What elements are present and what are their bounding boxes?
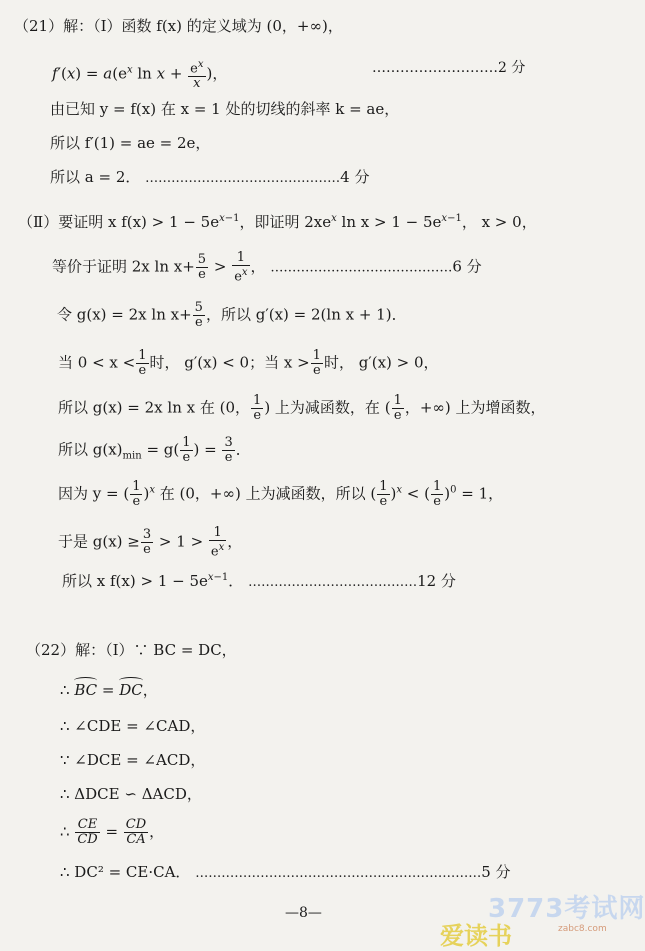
q21-when-text: 当 0 < x < <box>58 353 136 372</box>
q21-conclude-text: 所以 x f(x) > 1 − 5e <box>62 572 208 590</box>
q21-heading <box>14 16 343 36</box>
q21-let-g2-text: ，所以 g′(x) = 2(ln x + 1)． <box>205 305 407 324</box>
q21-equiv: 等价于证明 2x ln x+ $\frac{5}{e}$ > $\frac{1}{e^x}$ ， ……………………………………6 分 <box>52 250 482 285</box>
q21-part2-c: ln x > 1 − 5e <box>336 213 442 231</box>
q21-because-text: 因为 y = ( <box>58 484 130 503</box>
q21-so-a: 所以 a = 2． ………………………………………4 分 <box>50 168 370 186</box>
q22-l4 <box>60 784 202 804</box>
q21-known-text: 由已知 y = f(x) 在 x = 1 处的切线的斜率 k = ae， <box>50 100 400 118</box>
q21-gmin2-text: = g( <box>141 440 180 459</box>
q22-l1: ∴ BC = DC， <box>60 681 158 699</box>
q21-derivative-line: $f'(x) = a(e^x$ ln x + $\frac{e^x}{x}$ )， <box>52 59 228 92</box>
q22-l2-text: ∴ ∠CDE = ∠CAD， <box>60 717 206 735</box>
q21-mono2-text: ) 上为减函数，在 ( <box>264 398 391 417</box>
page-number: —8— <box>285 905 322 921</box>
score-6-text: 6 分 <box>452 257 482 276</box>
q21-so-a-text: 所以 a = 2． <box>50 168 141 186</box>
q21-when: 当 0 < x < $\frac{1}{e}$ 时， g′(x) < 0；当 x > $\frac{1}{e}$ 时， g′(x) > 0， <box>58 348 439 378</box>
q21-because3-text: = 1， <box>456 484 504 503</box>
q21-mono-text: 所以 g(x) = 2x ln x 在 (0， <box>58 398 251 417</box>
q21-known <box>50 99 399 119</box>
q21-mono: 所以 g(x) = 2x ln x 在 (0， $\frac{1}{e}$ ) 上为减函数，在 ( $\frac{1}{e}$ ，+∞) 上为增函数， <box>58 393 546 423</box>
watermark-bottom: 爱读书 <box>440 922 512 950</box>
q22-heading <box>26 640 237 660</box>
q21-mono3-text: ，+∞) 上为增函数， <box>404 398 546 417</box>
q21-when2-text: 时， g′(x) < 0；当 x > <box>149 353 310 372</box>
q21-part2: （Ⅱ）要证明 x $f(x) > 1 - 5e^{x-1}$，即证明 $2xe^x$ $\ln x > 1 - 5e^{x-1}$， x > 0， <box>18 213 537 231</box>
score-4-text: 4 分 <box>340 168 370 186</box>
q22-l6-text: ∴ DC² = CE·CA． <box>60 863 191 881</box>
q22-l3-text: ∵ ∠DCE = ∠ACD， <box>60 751 206 769</box>
q22-l4-text: ∴ ΔDCE ∽ ΔACD， <box>60 785 202 803</box>
q22-l3 <box>60 750 205 770</box>
q21-when3-text: 时， g′(x) > 0， <box>323 353 439 372</box>
q21-heading-text: （21）解：（Ⅰ）函数 f(x) 的定义域为 (0，+∞)， <box>14 17 343 35</box>
score-2-text: 2 分 <box>498 60 526 76</box>
watermark-top: 3773考试网 <box>488 894 645 924</box>
q21-because2-text: 在 (0，+∞) 上为减函数，所以 ( <box>154 484 377 503</box>
q21-part2-d: ， x > 0， <box>461 213 537 231</box>
q22-heading-text: （22）解：（Ⅰ）∵ BC = DC， <box>26 641 237 659</box>
q22-l6: ∴ DC² = CE·CA． …………………………………………………………5 分 <box>60 863 511 881</box>
watermark-logo <box>440 888 645 950</box>
q21-let-g: 令 g(x) = 2x ln x+ $\frac{5}{e}$ ，所以 g′(x) = 2(ln x + 1)． <box>57 300 407 330</box>
q21-part2-b: ，即证明 2xe <box>239 213 332 231</box>
q21-gmin-text: 所以 g(x) <box>58 440 123 459</box>
q22-l5: ∴ $\frac{CE}{CD}$ = $\frac{CD}{CA}$ ， <box>60 817 165 847</box>
q21-so-f1-text: 所以 f′(1) = ae = 2e， <box>50 134 211 152</box>
q21-so-f1 <box>50 133 210 153</box>
score-2: ………………………2 分 <box>372 60 526 76</box>
q21-thus: 于是 g(x) ≥ $\frac{3}{e}$ > 1 > $\frac{1}{e^x}$ ， <box>58 525 243 560</box>
q21-thus-text: 于是 g(x) ≥ <box>58 532 140 551</box>
q21-because: 因为 y = ( $\frac{1}{e}$ )$^x$ 在 (0，+∞) 上为减函数，所以 ( $\frac{1}{e}$ )$^x$ < ( $\frac{1}{e}$ )$^0$ = 1， <box>58 479 504 509</box>
watermark-small: zabc8.com <box>558 924 607 934</box>
q21-let-g-text: 令 g(x) = 2x ln x+ <box>57 305 192 324</box>
score-12-text: 12 分 <box>417 572 456 590</box>
q21-gmin: 所以 $g(x)_{min} = g$( $\frac{1}{e}$ ) = $\frac{3}{e}$ ． <box>58 435 251 465</box>
q21-equiv-text: 等价于证明 2x ln x+ <box>52 257 195 276</box>
q22-l2 <box>60 716 205 736</box>
score-5-text: 5 分 <box>481 863 511 881</box>
q21-conclude: 所以 x $f(x) > 1 - 5e^{x-1}$． …………………………………12 分 <box>62 572 456 590</box>
q21-part2-a: （Ⅱ）要证明 x f(x) > 1 − 5e <box>18 213 220 231</box>
